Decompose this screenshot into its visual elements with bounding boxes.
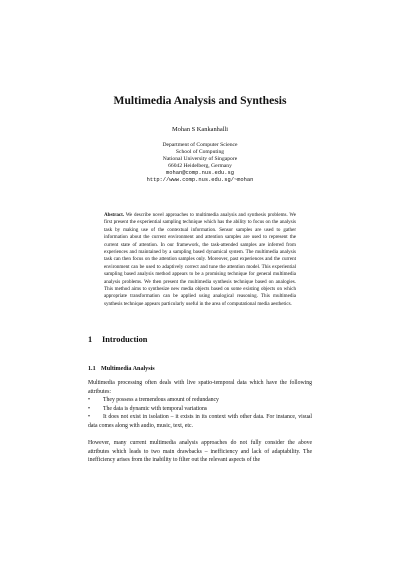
author-email: mohan@comp.nus.edu.sg [166,170,234,176]
section-number: 1 [88,335,93,344]
author-affiliation [0,142,400,184]
list-item-text: The data is dynamic with temporal variations [103,405,208,412]
list-item [88,413,312,430]
author-homepage-url: http://www.comp.nus.edu.sg/~mohan [146,177,254,183]
attribute-list [88,396,312,430]
subsection-number: 1.1 [88,366,96,372]
abstract-text: We describe novel approaches to multimedia analysis and synthesis problems. We first present the experiential sampling technique which has the ability to focus on the analysis task by making use of the contextual information. Sensor samples are used to gather information about the current environment and attention samples are used to represent the current state of attention. In our framework, the task-attended samples are inferred from experiences and maintained by a sampling based dynamical system. The multimedia analysis task can then focus on the attention samples only. Moreover, past experiences and the current environment can be used to adaptively correct and tune the attention model. This experiential sampling based analysis method appears to be a promising technique for general multimedia analysis problems. We then present the multimedia synthesis technique based on analogies. This method aims to synthesize new media objects based on some existing objects on which appropriate transformation can be applied using analogical reasoning. This multimedia synthesis technique appears particularly useful in the area of computational media aesthetics. [104,212,296,307]
bullet-marker: • [88,414,91,421]
subsection-title: Multimedia Analysis [101,366,155,372]
closing-paragraph: However, many current multimedia analysis approaches do not fully consider the above attributes which leads to two main drawbacks – inefficiency and lack of adaptability. The inefficiency arises from the inability to filter out the relevant aspects of the [88,440,312,464]
list-item-text: It does not exist in isolation – it exists in its context with other data. For instance, visual data comes along with audio, music, text, etc. [88,414,312,429]
bullet-marker: • [88,397,91,403]
affiliation-line-university: National University of Singapore [162,156,238,162]
subsection-heading [88,365,155,373]
section-heading [88,335,147,345]
bullet-marker: • [88,405,91,412]
affiliation-line-school: School of Computing [175,149,225,155]
paper-title: Multimedia Analysis and Synthesis [113,94,287,107]
list-item [88,396,312,405]
abstract [104,212,296,308]
abstract-label: Abstract. [104,212,125,218]
list-item-text: They possess a tremendous amount of redundancy [103,397,219,403]
intro-paragraph: Multimedia processing often deals with live spatio-temporal data which have the following attributes: [88,380,312,395]
affiliation-line-address: 66042 Heidelberg, Germany [168,163,232,169]
affiliation-line-department: Department of Computer Science [162,142,238,148]
author-name: Mohan S Kankanhalli [171,126,229,133]
section-title: Introduction [102,335,148,344]
list-item [88,405,312,414]
